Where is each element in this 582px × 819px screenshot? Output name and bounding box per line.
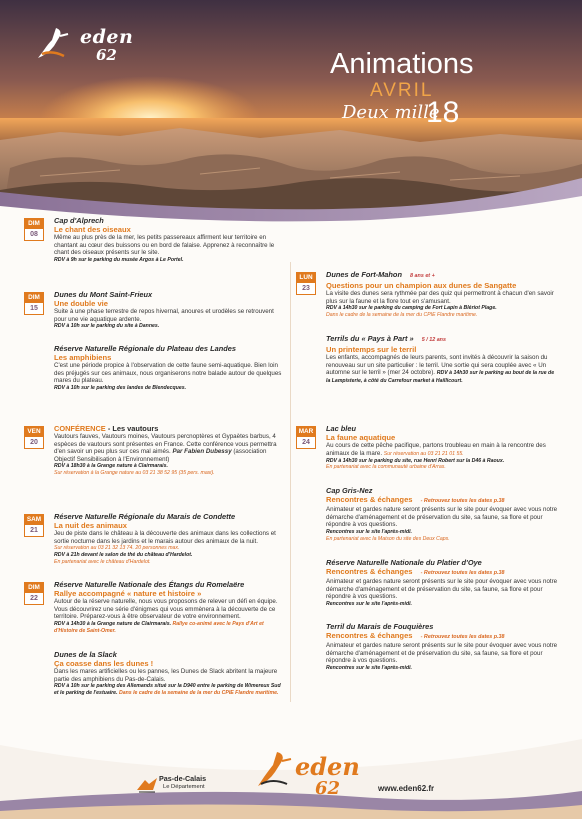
date-num: 24 [296,437,316,449]
date-day: DIM [24,218,44,229]
website-link[interactable]: www.eden62.fr [378,784,435,793]
date-badge [24,514,44,537]
event-body: Dans les mares artificielles ou les pannes, les Dunes de Slack abritent la majeure partie des amphibiens du Pas-de-Calais. [54,668,278,683]
date-badge [296,426,316,449]
date-day: VEN [24,426,44,437]
event-item [326,270,558,319]
event-subtitle: Questions pour un champion aux dunes de Sangatte [326,281,517,290]
conference-heading [54,424,286,433]
eden62-footer-logo [255,742,375,802]
event-item [54,290,286,330]
event-rdv: RDV à 18h30 à la Grange nature à Clairmarais. [54,463,168,470]
date-day: SAM [24,514,44,525]
event-body: Suite à une phase terrestre de repos hivernal, anoures et urodèles se retrouvent pour une vie aquatique ardente. [54,308,274,323]
event-rdv: RDV à 21h devant le salon de thé du château d'Hardelot. [54,552,193,559]
event-title: Réserve Naturelle Nationale des Étangs du Romelaëre [54,580,245,589]
pas-de-calais-icon [135,776,159,794]
event-subtitle-row [326,631,558,642]
event-title: Dunes du Mont Saint-Frieux [54,290,153,299]
column-divider [290,262,291,702]
event-title: Dunes de Fort-Mahon [326,270,402,279]
event-rdv [54,621,286,635]
date-day: LUN [296,272,316,283]
date-day: MAR [296,426,316,437]
event-item [54,512,286,566]
event-item [326,558,558,608]
date-badge [24,292,44,315]
event-subtitle: Les amphibiens [54,353,112,362]
date-badge [296,272,316,295]
month-label: AVRIL [370,80,434,101]
event-subtitle: Ça coasse dans les dunes ! [54,659,154,668]
logo-word: eden [295,752,360,781]
event-subtitle: La faune aquatique [326,433,396,442]
event-item [54,650,286,697]
conference-label: CONFÉRENCE [54,424,106,433]
event-rdv: RDV à 9h sur le parking du musée Argos à Le Portel. [54,256,184,263]
date-badge [24,426,44,449]
age-tag: 5 / 12 ans [421,337,446,343]
event-body: Autour de la réserve naturelle, nous vous proposons de relever un défi en équipe. Vous découvrirez une série d'énigmes qui vous emmènera à la découverte de ce territoire. Préparez-vous à être observateur de votre environnement. [54,598,278,621]
event-item [326,486,558,543]
event-rdv: Rencontres sur le site l'après-midi. [326,528,412,535]
date-day: DIM [24,292,44,303]
age-tag: 8 ans et + [410,273,435,279]
eden62-logo [34,22,144,70]
event-item [54,216,286,264]
event-item [326,334,558,385]
event-item [54,580,286,635]
event-body: Animateur et gardes nature seront présents sur le site pour évoquer avec vous notre démarche d'aménagement et de préservation du site, sa faune, sa flore et pour répondre à vos questions. [326,642,558,665]
event-title: Terril du Marais de Fouquières [326,622,434,631]
event-body-text: Au cours de cette pêche pacifique, partons troubleau en main à la rencontre des animaux de la mare. [326,442,546,457]
event-note-2: En partenariat avec le château d'Hardelot. [54,558,151,565]
event-subtitle-row [326,495,558,506]
logo-number: 62 [315,778,341,799]
event-subtitle: Une double vie [54,299,109,308]
pas-de-calais-logo [135,774,245,798]
event-title: Réserve Naturelle Régionale du Marais de Condette [54,512,236,521]
event-subtitle: Rencontres & échanges [326,631,413,640]
event-item [326,622,558,672]
event-title: Dunes de la Slack [54,650,117,659]
event-body [54,433,286,463]
event-rdv [54,683,286,697]
date-num: 20 [24,437,44,449]
event-title-row [326,270,558,281]
event-subtitle: La nuit des animaux [54,521,128,530]
event-body [326,354,558,385]
event-item [326,424,558,471]
event-rdv-text: RDV à 10h sur le parking des Allemands situé sur la D940 entre le parking de Wimereux Sud et le parking de l'estuaire. [54,683,281,697]
dates-tag: - Retrouvez toutes les dates p.38 [420,498,505,504]
event-title: Réserve Naturelle Nationale du Platier d'Oye [326,558,482,567]
logo-word: eden [80,26,134,48]
event-note: Dans le cadre de la semaine de la mer du CPIE Flandre maritime. [326,312,478,319]
event-body-text: Vautours fauves, Vautours moines, Vautours percnoptères et Gypaètes barbus, 4 espèces de vautours sont présentes en France. Cette conférence vous permettra d'en savoir un peu plus sur ces mal aimés. [54,433,277,456]
date-num: 08 [24,229,44,241]
event-note-2: En partenariat avec la communauté urbaine d'Arras. [326,464,446,471]
event-note: Sur réservation au 03 21 21 01 55. [383,450,464,457]
event-rdv: RDV à 10h sur le parking des landes de Blendecques. [54,384,187,391]
dates-tag: - Retrouvez toutes les dates p.38 [420,634,505,640]
event-body: La visite des dunes sera rythmée par des quiz qui permettront à chacun d'en savoir plus sur la faune et la flore tout en s'amusant. [326,290,554,305]
page-title: Animations [330,48,474,80]
event-body: Jeu de piste dans le château à la découverte des animaux dans les collections et sortie nocturne dans les jardins et le marais autour des animaux de la nuit. [54,530,276,545]
event-body: Animateur et gardes nature seront présents sur le site pour évoquer avec vous notre démarche d'aménagement et de préservation du site, sa faune, sa flore et pour répondre à vos questions. [326,506,558,529]
event-rdv-text: RDV à 14h30 à la Grange nature de Clairmarais. [54,620,172,627]
event-subtitle: Rencontres & échanges [326,495,413,504]
event-subtitle: Le chant des oiseaux [54,225,131,234]
event-item [54,344,286,392]
event-rdv: Rencontres sur le site l'après-midi. [326,664,412,671]
event-title: Réserve Naturelle Régionale du Plateau des Landes [54,344,236,353]
event-item [54,424,286,477]
pdc-subtitle: Le Département [163,784,205,790]
event-body [326,442,558,457]
heron-icon [255,748,295,792]
event-subtitle: Un printemps sur le terril [326,345,417,354]
event-title: Cap Gris-Nez [326,486,373,495]
year-words: Deux mille [342,102,440,123]
event-title-row [326,334,558,345]
date-day: DIM [24,582,44,593]
event-subtitle-row [326,567,558,578]
event-rdv: RDV à 10h sur le parking du site à Dannes. [54,323,160,330]
event-body: Animateur et gardes nature seront présents sur le site pour évoquer avec vous notre démarche d'aménagement et de préservation du site, sa faune, sa flore et pour répondre à vos questions. [326,578,558,601]
hero-photo [0,0,582,230]
event-body: Même au plus près de la mer, les petits passereaux affirment leur territoire en chantant au cœur des buissons ou en bord de falaise. Apprenez à reconnaître le chant des oiseaux présents sur le site. [54,234,275,257]
event-note: Sur réservation à la Grange nature au 03 21 38 52 95 (35 pers. maxi). [54,470,215,477]
date-badge [24,218,44,241]
event-body: C'est une période propice à l'observation de cette faune semi-aquatique. Bien loin des préjugés sur ces animaux, nous organiserons notre balade autour de quelques mares du plateau. [54,362,282,385]
event-body-text-2: (association Objectif Sensibilisation à l'Environnement) [54,448,267,463]
event-note: Sur réservation au 03 21 32 13 74. 20 personnes max. [54,545,180,552]
event-title: Cap d'Alprech [54,216,104,225]
event-title: Lac bleu [326,424,356,433]
pdc-name: Pas-de-Calais [159,774,207,783]
event-rdv: RDV à 14h30 sur le parking au bout de la rue de la Lampisterie, à côté du Carrefour market à Haillicourt. [326,370,555,385]
conference-topic: - Les vautours [107,424,159,433]
event-note: Rallye co-animé avec le Pays d'Art et d'Histoire de Saint-Omer. [54,620,264,634]
event-note: Dans le cadre de la semaine de la mer du CPIE Flandre maritime. [118,690,279,697]
event-rdv: RDV à 14h30 sur le parking du site, rue Henri Robert sur la D46 à Raoux. [326,457,505,464]
event-note: En partenariat avec la Maison du site des Deux Caps. [326,535,450,542]
date-num: 21 [24,525,44,537]
event-subtitle: Rallye accompagné « nature et histoire » [54,589,202,598]
dates-tag: - Retrouvez toutes les dates p.38 [420,570,505,576]
date-num: 23 [296,283,316,295]
year-number: 18 [426,96,460,129]
event-subtitle: Rencontres & échanges [326,567,413,576]
event-title: Terrils du « Pays à Part » [326,334,414,343]
event-speaker: Par Fabien Dubessy [172,448,232,456]
event-rdv: Rencontres sur le site l'après-midi. [326,600,412,607]
date-num: 15 [24,303,44,315]
event-rdv: RDV à 14h30 sur le parking du camping de Fort Lapin à Blériot Plage. [326,305,497,312]
date-num: 22 [24,593,44,605]
heron-icon [34,24,74,64]
event-body-text: Les enfants, accompagnés de leurs parents, sont invités à découvrir la saison du renouveau sur un site particulier : le terril. Une sortie qui sera couplée avec « Un automne sur le terril » (mer 24 octobre). [326,354,548,377]
date-badge [24,582,44,605]
logo-number: 62 [96,46,117,64]
